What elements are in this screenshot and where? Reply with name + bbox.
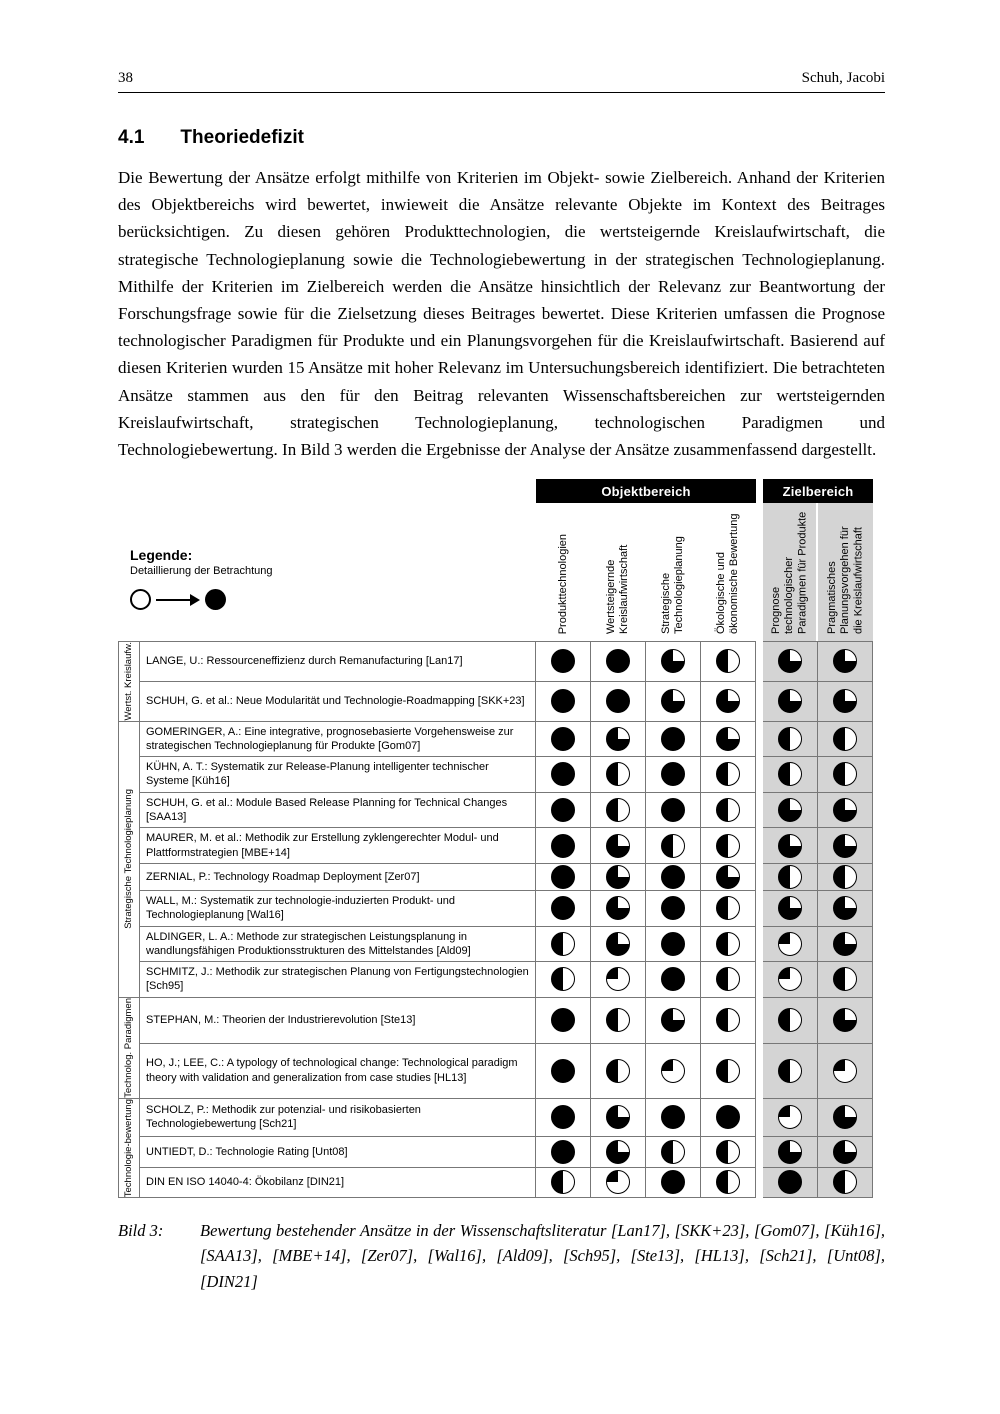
harvey-ball	[778, 1170, 802, 1194]
matrix-corner	[118, 479, 536, 503]
rating-cell	[818, 793, 873, 829]
rating-cell	[536, 1137, 591, 1167]
harvey-ball	[716, 649, 740, 673]
rating-cell	[536, 793, 591, 829]
harvey-ball	[606, 1008, 630, 1032]
citation-cell: KÜHN, A. T.: Systematik zur Release-Planung intelligenter technischer Systeme [Küh16]	[140, 757, 536, 793]
rating-cell	[701, 682, 756, 722]
harvey-ball	[551, 865, 575, 889]
harvey-ball	[716, 762, 740, 786]
rating-cell	[646, 1137, 701, 1167]
rating-cell	[701, 1099, 756, 1138]
running-header	[118, 70, 885, 93]
rating-cell	[536, 682, 591, 722]
harvey-ball	[606, 1140, 630, 1164]
harvey-ball	[551, 834, 575, 858]
rating-cell	[646, 793, 701, 829]
harvey-ball	[551, 1008, 575, 1032]
harvey-ball	[661, 1008, 685, 1032]
rating-cell	[701, 1044, 756, 1099]
harvey-ball	[833, 798, 857, 822]
rating-cell	[818, 891, 873, 927]
harvey-ball	[606, 1170, 630, 1194]
harvey-ball	[778, 1105, 802, 1129]
rating-cell	[591, 998, 646, 1044]
rating-cell	[818, 641, 873, 682]
rating-cell	[763, 793, 818, 829]
harvey-ball	[778, 798, 802, 822]
rating-cell	[818, 962, 873, 998]
harvey-ball	[778, 649, 802, 673]
rating-cell	[591, 682, 646, 722]
harvey-ball	[551, 896, 575, 920]
harvey-ball	[661, 689, 685, 713]
harvey-ball	[716, 689, 740, 713]
harvey-ball	[606, 865, 630, 889]
rating-cell	[591, 1044, 646, 1099]
legend-scale	[130, 589, 536, 610]
rating-cell	[536, 864, 591, 891]
row-group-label: Wertst. Kreislaufw.	[118, 641, 140, 722]
figure-legend	[118, 503, 536, 641]
harvey-ball	[778, 727, 802, 751]
harvey-ball	[606, 834, 630, 858]
harvey-ball	[551, 932, 575, 956]
harvey-ball	[833, 649, 857, 673]
harvey-ball	[661, 649, 685, 673]
harvey-ball	[833, 762, 857, 786]
rating-cell	[701, 891, 756, 927]
rating-cell	[763, 1099, 818, 1138]
harvey-ball	[716, 1140, 740, 1164]
harvey-ball	[551, 649, 575, 673]
rating-cell	[591, 793, 646, 829]
column-header-produkttechnologien	[536, 503, 591, 641]
harvey-ball	[716, 834, 740, 858]
rating-cell	[818, 682, 873, 722]
harvey-ball	[833, 865, 857, 889]
assessment-matrix	[118, 479, 885, 1198]
harvey-ball	[606, 932, 630, 956]
harvey-ball	[606, 896, 630, 920]
running-head-authors: Schuh, Jacobi	[801, 70, 885, 86]
harvey-ball	[716, 967, 740, 991]
harvey-ball	[778, 896, 802, 920]
section-number: 4.1	[118, 127, 145, 148]
harvey-ball	[606, 727, 630, 751]
harvey-ball	[716, 1170, 740, 1194]
column-group-zielbereich: Zielbereich	[763, 479, 873, 503]
rating-cell	[763, 891, 818, 927]
harvey-ball	[551, 1140, 575, 1164]
rating-cell	[701, 757, 756, 793]
rating-cell	[591, 864, 646, 891]
rating-cell	[591, 962, 646, 998]
rating-cell	[818, 1099, 873, 1138]
harvey-ball	[716, 1105, 740, 1129]
rating-cell	[701, 828, 756, 864]
arrow-right-icon	[156, 594, 200, 606]
harvey-ball	[833, 1140, 857, 1164]
rating-cell	[536, 927, 591, 963]
rating-cell	[818, 1168, 873, 1198]
rating-cell	[646, 722, 701, 758]
rating-cell	[591, 1137, 646, 1167]
section-title: Theoriedefizit	[180, 127, 304, 148]
harvey-ball	[778, 689, 802, 713]
citation-cell: SCHUH, G. et al.: Module Based Release Planning for Technical Changes [SAA13]	[140, 793, 536, 829]
harvey-ball	[716, 896, 740, 920]
harvey-ball	[661, 1105, 685, 1129]
column-header-label: Wertsteigernde Kreislaufwirtschaft	[605, 544, 631, 635]
harvey-ball	[716, 932, 740, 956]
rating-cell	[646, 828, 701, 864]
harvey-ball	[661, 762, 685, 786]
rating-cell	[701, 641, 756, 682]
citation-cell: SCHMITZ, J.: Methodik zur strategischen Planung von Fertigungstechnologien [Sch95]	[140, 962, 536, 998]
rating-cell	[818, 1044, 873, 1099]
harvey-ball	[716, 1059, 740, 1083]
harvey-ball	[606, 1105, 630, 1129]
harvey-ball	[551, 967, 575, 991]
rating-cell	[763, 757, 818, 793]
rating-cell	[591, 722, 646, 758]
rating-cell	[763, 641, 818, 682]
column-header-label: Produkttechnologien	[556, 533, 569, 635]
column-group-gap	[756, 479, 763, 1198]
harvey-ball	[778, 762, 802, 786]
harvey-ball	[606, 1059, 630, 1083]
rating-cell	[646, 864, 701, 891]
harvey-ball	[551, 798, 575, 822]
citation-cell: STEPHAN, M.: Theorien der Industrierevolution [Ste13]	[140, 998, 536, 1044]
harvey-ball	[778, 1140, 802, 1164]
rating-cell	[701, 793, 756, 829]
harvey-ball	[833, 1059, 857, 1083]
harvey-ball	[833, 727, 857, 751]
figure	[118, 479, 885, 1198]
rating-cell	[763, 828, 818, 864]
citation-cell: ZERNIAL, P.: Technology Roadmap Deployment [Zer07]	[140, 864, 536, 891]
rating-cell	[763, 927, 818, 963]
rating-cell	[536, 998, 591, 1044]
harvey-ball	[833, 896, 857, 920]
rating-cell	[818, 998, 873, 1044]
column-header-wertsteigernde-kreislaufwirtschaft	[591, 503, 646, 641]
harvey-ball	[551, 689, 575, 713]
harvey-ball	[661, 896, 685, 920]
rating-cell	[701, 722, 756, 758]
rating-cell	[763, 998, 818, 1044]
column-header-label: Prognose technologischer Paradigmen für Produkte	[769, 511, 809, 635]
rating-cell	[591, 828, 646, 864]
column-header-prognose-technologischer-paradigmen	[763, 503, 818, 641]
harvey-ball	[833, 689, 857, 713]
harvey-ball	[551, 727, 575, 751]
rating-cell	[646, 682, 701, 722]
rating-cell	[536, 1099, 591, 1138]
full-circle-icon	[205, 589, 226, 610]
harvey-ball	[716, 727, 740, 751]
harvey-ball	[661, 1170, 685, 1194]
empty-circle-icon	[130, 589, 151, 610]
column-header-label: Strategische Technologieplanung	[660, 536, 686, 635]
harvey-ball	[778, 932, 802, 956]
citation-cell: WALL, M.: Systematik zur technologie-induzierten Produkt- und Technologieplanung [Wal16]	[140, 891, 536, 927]
rating-cell	[701, 864, 756, 891]
row-group-label: Technologie-bewertung	[118, 1099, 140, 1198]
rating-cell	[646, 927, 701, 963]
rating-cell	[818, 722, 873, 758]
row-group-label: Strategische Technologieplanung	[118, 722, 140, 998]
rating-cell	[763, 1044, 818, 1099]
citation-cell: ALDINGER, L. A.: Methode zur strategischen Leistungsplanung in wandlungsfähigen Produktionsstrukturen des Mittelstandes [Ald09]	[140, 927, 536, 963]
citation-cell: LANGE, U.: Ressourceneffizienz durch Remanufacturing [Lan17]	[140, 641, 536, 682]
rating-cell	[591, 641, 646, 682]
harvey-ball	[778, 1059, 802, 1083]
section-heading	[118, 127, 885, 149]
harvey-ball	[716, 865, 740, 889]
harvey-ball	[661, 865, 685, 889]
rating-cell	[818, 757, 873, 793]
harvey-ball	[661, 834, 685, 858]
harvey-ball	[661, 727, 685, 751]
rating-cell	[818, 864, 873, 891]
harvey-ball	[551, 1105, 575, 1129]
rating-cell	[536, 1044, 591, 1099]
harvey-ball	[833, 834, 857, 858]
legend-title: Legende:	[130, 547, 193, 564]
rating-cell	[536, 757, 591, 793]
rating-cell	[591, 1099, 646, 1138]
harvey-ball	[833, 1170, 857, 1194]
harvey-ball	[716, 1008, 740, 1032]
harvey-ball	[833, 1105, 857, 1129]
rating-cell	[591, 891, 646, 927]
caption-text: Bewertung bestehender Ansätze in der Wissenschaftsliteratur [Lan17], [SKK+23], [Gom07], [Küh16], [SAA13], [MBE+14], [Zer07], [Wal16], [Ald09], [Sch95], [Ste13], [HL13], [Sch21], [Unt08], [DIN21]	[200, 1220, 885, 1291]
rating-cell	[763, 722, 818, 758]
rating-cell	[646, 1044, 701, 1099]
column-header-oekologische-oekonomische-bewertung	[701, 503, 756, 641]
harvey-ball	[606, 762, 630, 786]
rating-cell	[701, 1168, 756, 1198]
rating-cell	[591, 1168, 646, 1198]
rating-cell	[763, 682, 818, 722]
rating-cell	[646, 891, 701, 927]
rating-cell	[536, 962, 591, 998]
harvey-ball	[606, 649, 630, 673]
rating-cell	[701, 962, 756, 998]
rating-cell	[536, 1168, 591, 1198]
rating-cell	[646, 1168, 701, 1198]
harvey-ball	[778, 1008, 802, 1032]
column-header-label: Pragmatisches Planungsvorgehen für die Kreislaufwirtschaft	[825, 526, 865, 635]
column-header-label: Ökologische und ökonomische Bewertung	[715, 513, 741, 635]
harvey-ball	[551, 1170, 575, 1194]
harvey-ball	[778, 865, 802, 889]
citation-cell: MAURER, M. et al.: Methodik zur Erstellung zyklengerechter Modul- und Plattformstrategien [MBE+14]	[140, 828, 536, 864]
rating-cell	[536, 641, 591, 682]
citation-cell: SCHOLZ, P.: Methodik zur potenzial- und risikobasierten Technologiebewertung [Sch21]	[140, 1099, 536, 1138]
harvey-ball	[778, 834, 802, 858]
harvey-ball	[833, 1008, 857, 1032]
figure-caption	[118, 1218, 885, 1295]
row-group-label: Technolog. Paradigmen	[118, 998, 140, 1099]
rating-cell	[701, 1137, 756, 1167]
rating-cell	[536, 828, 591, 864]
harvey-ball	[661, 932, 685, 956]
rating-cell	[646, 641, 701, 682]
citation-cell: GOMERINGER, A.: Eine integrative, prognosebasierte Vorgehensweise zur strategischen Technologieplanung für Produkte [Gom07]	[140, 722, 536, 758]
rating-cell	[818, 1137, 873, 1167]
citation-cell: HO, J.; LEE, C.: A typology of technological change: Technological paradigm theory with validation and generalization from case studies [HL13]	[140, 1044, 536, 1099]
harvey-ball	[661, 1059, 685, 1083]
rating-cell	[701, 998, 756, 1044]
caption-label: Bild 3:	[118, 1220, 164, 1240]
rating-cell	[646, 757, 701, 793]
harvey-ball	[606, 689, 630, 713]
rating-cell	[536, 891, 591, 927]
column-header-pragmatisches-planungsvorgehen	[818, 503, 873, 641]
rating-cell	[646, 1099, 701, 1138]
harvey-ball	[833, 967, 857, 991]
harvey-ball	[661, 967, 685, 991]
rating-cell	[818, 828, 873, 864]
rating-cell	[701, 927, 756, 963]
rating-cell	[818, 927, 873, 963]
harvey-ball	[716, 798, 740, 822]
citation-cell: UNTIEDT, D.: Technologie Rating [Unt08]	[140, 1137, 536, 1167]
rating-cell	[763, 864, 818, 891]
rating-cell	[763, 962, 818, 998]
harvey-ball	[661, 1140, 685, 1164]
page-number: 38	[118, 70, 133, 86]
legend-subtitle: Detaillierung der Betrachtung	[130, 565, 273, 578]
rating-cell	[591, 757, 646, 793]
rating-cell	[646, 962, 701, 998]
harvey-ball	[551, 1059, 575, 1083]
body-paragraph: Die Bewertung der Ansätze erfolgt mithilfe von Kriterien im Objekt- sowie Zielbereich. Anhand der Kriterien des Objektbereichs wird bewertet, inwieweit die Ansätze relevante Objekte im Kontext des Beitrages berücksichtigen. Zu diesen gehören Produkttechnologien, die wertsteigernde Kreislaufwirtschaft, die strategische Technologieplanung sowie die Technologiebewertung in der strategischen Technologieplanung. Mithilfe der Kriterien im Zielbereich werden die Ansätze hinsichtlich der Relevanz zur Beantwortung der Forschungsfrage sowie für die Zielsetzung dieses Beitrages bewertet. Diese Kriterien umfassen die Prognose technologischer Paradigmen für Produkte und ein Planungsvorgehen für die Kreislaufwirtschaft. Basierend auf diesen Kriterien wurden 15 Ansätze mit hoher Relevanz im Untersuchungsbereich identifiziert. Die betrachteten Ansätze stammen aus den für den Beitrag relevanten Wissenschaftsbereichen zur wertsteigernden Kreislaufwirtschaft, strategischen Technologieplanung, technologischen Paradigmen und Technologiebewertung. In Bild 3 werden die Ergebnisse der Analyse der Ansätze zusammenfassend dargestellt.	[118, 168, 885, 459]
harvey-ball	[778, 967, 802, 991]
harvey-ball	[606, 967, 630, 991]
harvey-ball	[833, 932, 857, 956]
column-header-strategische-technologieplanung	[646, 503, 701, 641]
rating-cell	[536, 722, 591, 758]
column-group-objektbereich: Objektbereich	[536, 479, 756, 503]
harvey-ball	[551, 762, 575, 786]
rating-cell	[763, 1168, 818, 1198]
rating-cell	[763, 1137, 818, 1167]
harvey-ball	[661, 798, 685, 822]
harvey-ball	[606, 798, 630, 822]
citation-cell: SCHUH, G. et al.: Neue Modularität und Technologie-Roadmapping [SKK+23]	[140, 682, 536, 722]
rating-cell	[591, 927, 646, 963]
citation-cell: DIN EN ISO 14040-4: Ökobilanz [DIN21]	[140, 1168, 536, 1198]
rating-cell	[646, 998, 701, 1044]
